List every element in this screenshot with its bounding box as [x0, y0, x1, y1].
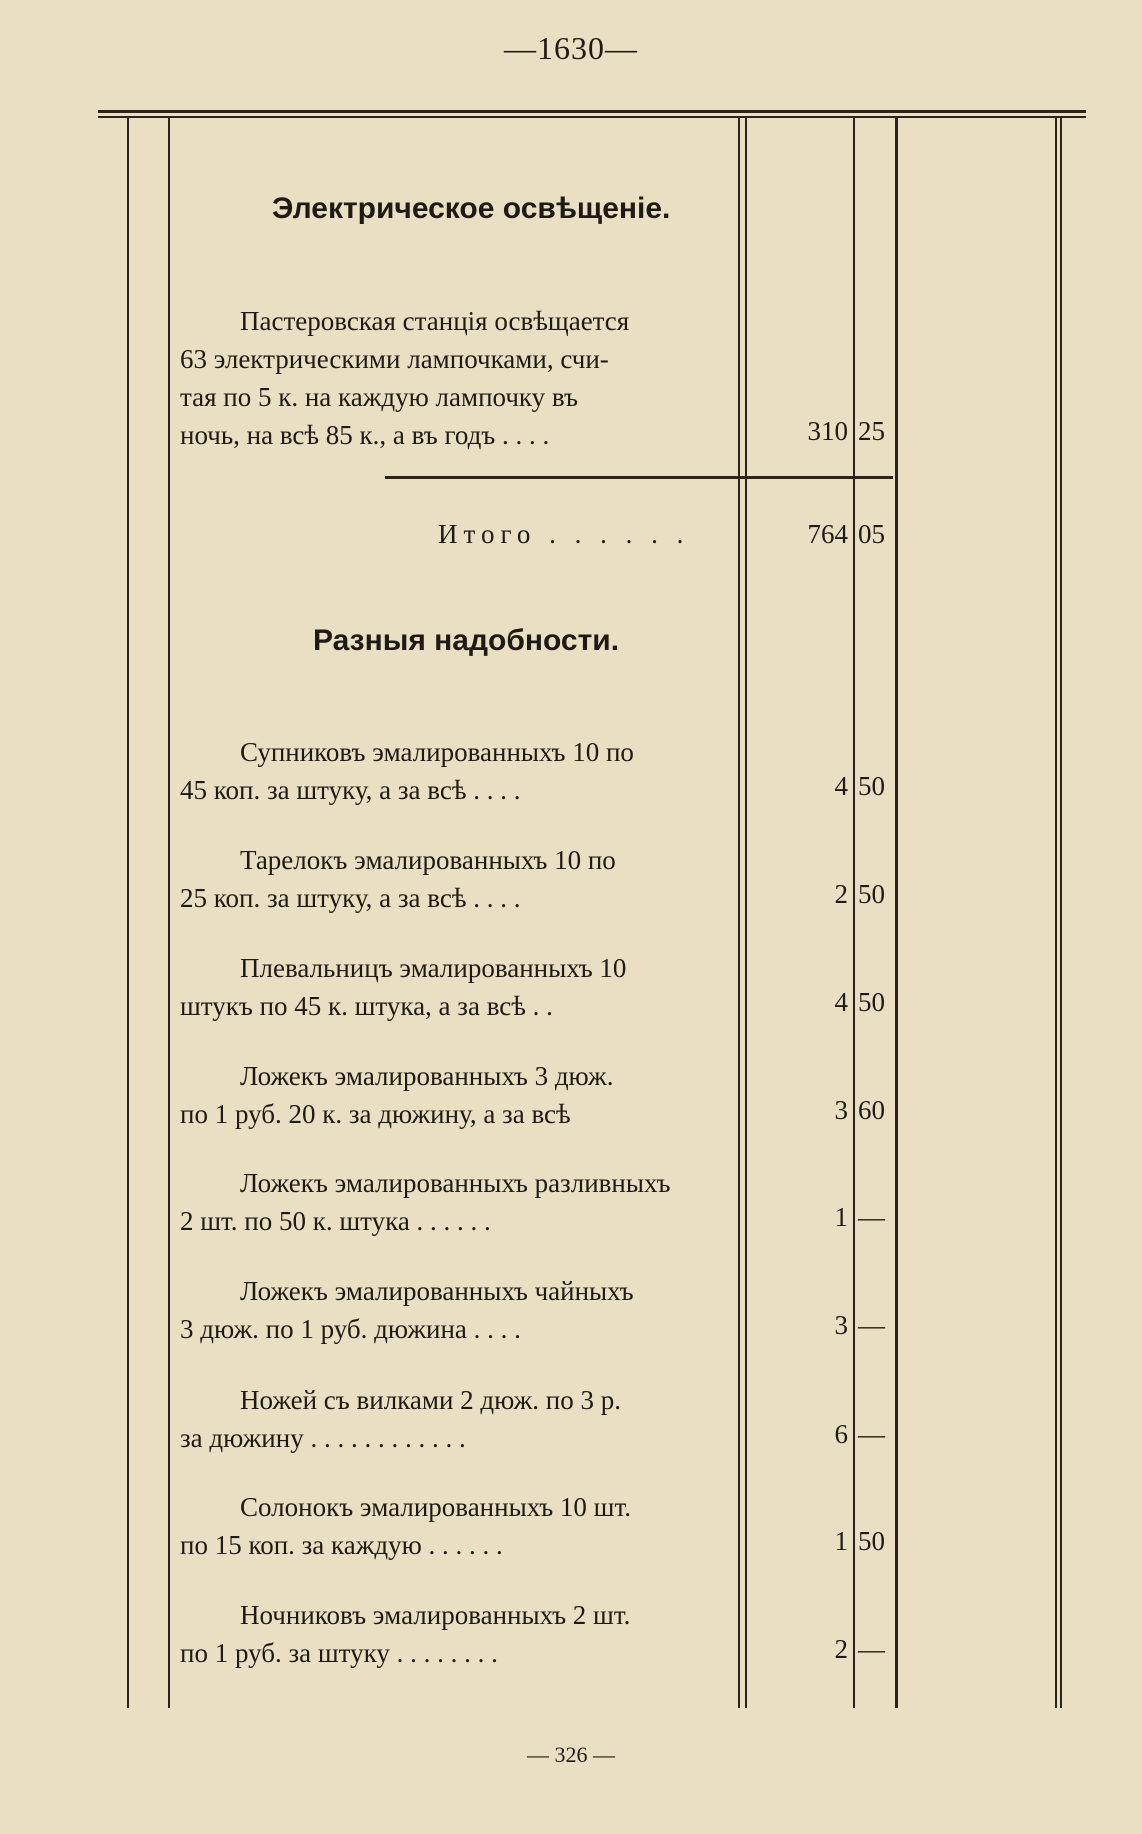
top-rule	[98, 116, 1086, 118]
item-line: тая по 5 к. на каждую лампочку въ	[180, 382, 578, 412]
list-item	[180, 302, 720, 454]
list-item	[180, 1272, 720, 1348]
kopecks-cell: 50	[858, 879, 885, 909]
sum-rule	[385, 476, 893, 479]
kopecks-cell: 50	[858, 987, 885, 1017]
kopecks-cell: 50	[858, 1526, 885, 1556]
kopecks-cell: —	[858, 1202, 885, 1232]
item-line: 2 шт. по 50 к. штука . . . . . .	[180, 1206, 491, 1236]
item-line: по 15 коп. за каждую . . . . . .	[180, 1530, 503, 1560]
list-item	[180, 1596, 720, 1672]
item-line: ночь, на всѣ 85 к., а въ годъ . . . .	[180, 420, 550, 450]
kopecks-cell: —	[858, 1419, 885, 1449]
rubles-cell: 6	[834, 1419, 848, 1449]
item-line: Ложекъ эмалированныхъ 3 дюж.	[240, 1061, 614, 1091]
item-line: штукъ по 45 к. штука, а за всѣ . .	[180, 991, 553, 1021]
list-item	[180, 1381, 720, 1457]
item-line: 45 коп. за штуку, а за всѣ . . . .	[180, 775, 521, 805]
item-line: 3 дюж. по 1 руб. дюжина . . . .	[180, 1314, 521, 1344]
rubles-cell: 2	[834, 879, 848, 909]
item-line: за дюжину . . . . . . . . . . . .	[180, 1423, 466, 1453]
column-line	[168, 118, 170, 1708]
list-item	[180, 1164, 720, 1240]
column-line	[853, 118, 855, 1708]
item-line: Ножей съ вилками 2 дюж. по 3 р.	[240, 1385, 621, 1415]
column-line	[1055, 118, 1057, 1708]
column-line	[738, 118, 740, 1708]
item-line: по 1 руб. 20 к. за дюжину, а за всѣ	[180, 1099, 571, 1129]
section-heading: Разныя надобности.	[313, 624, 620, 657]
list-item	[180, 949, 720, 1025]
item-line: Ложекъ эмалированныхъ чайныхъ	[240, 1276, 634, 1306]
kopecks-cell: 50	[858, 771, 885, 801]
rubles-cell: 3	[834, 1310, 848, 1340]
item-line: по 1 руб. за штуку . . . . . . . .	[180, 1638, 498, 1668]
item-line: 63 электрическими лампочками, счи-	[180, 344, 609, 374]
item-line: Ложекъ эмалированныхъ разливныхъ	[240, 1168, 671, 1198]
list-item	[180, 1488, 720, 1564]
total-label: Итого . . . . . .	[438, 519, 690, 549]
item-line: Тарелокъ эмалированныхъ 10 по	[240, 845, 616, 875]
item-line: Солонокъ эмалированныхъ 10 шт.	[240, 1492, 631, 1522]
column-line	[745, 118, 747, 1708]
kopecks-cell: 60	[858, 1095, 885, 1125]
item-line: Ночниковъ эмалированныхъ 2 шт.	[240, 1600, 631, 1630]
kopecks-cell: 25	[858, 416, 885, 446]
rubles-cell: 1	[834, 1526, 848, 1556]
total-rubles: 764	[807, 519, 848, 549]
item-line: Пастеровская станція освѣщается	[240, 306, 630, 336]
section-heading: Электрическое освѣщеніе.	[272, 192, 671, 225]
list-item	[180, 733, 720, 809]
rubles-cell: 310	[807, 416, 848, 446]
page-folio: — 326 —	[527, 1742, 615, 1767]
column-line	[895, 118, 898, 1708]
kopecks-cell: —	[858, 1310, 885, 1340]
list-item	[180, 841, 720, 917]
rubles-cell: 4	[834, 987, 848, 1017]
kopecks-cell: —	[858, 1634, 885, 1664]
column-line	[127, 118, 129, 1708]
top-rule	[98, 110, 1086, 113]
total-kopecks: 05	[858, 519, 885, 549]
item-line: Плевальницъ эмалированныхъ 10	[240, 953, 627, 983]
rubles-cell: 1	[834, 1202, 848, 1232]
item-line: Супниковъ эмалированныхъ 10 по	[240, 737, 634, 767]
rubles-cell: 4	[834, 771, 848, 801]
page-header: —1630—	[504, 30, 638, 66]
list-item	[180, 1057, 720, 1133]
column-line	[1060, 118, 1062, 1708]
rubles-cell: 2	[834, 1634, 848, 1664]
item-line: 25 коп. за штуку, а за всѣ . . . .	[180, 883, 521, 913]
rubles-cell: 3	[834, 1095, 848, 1125]
